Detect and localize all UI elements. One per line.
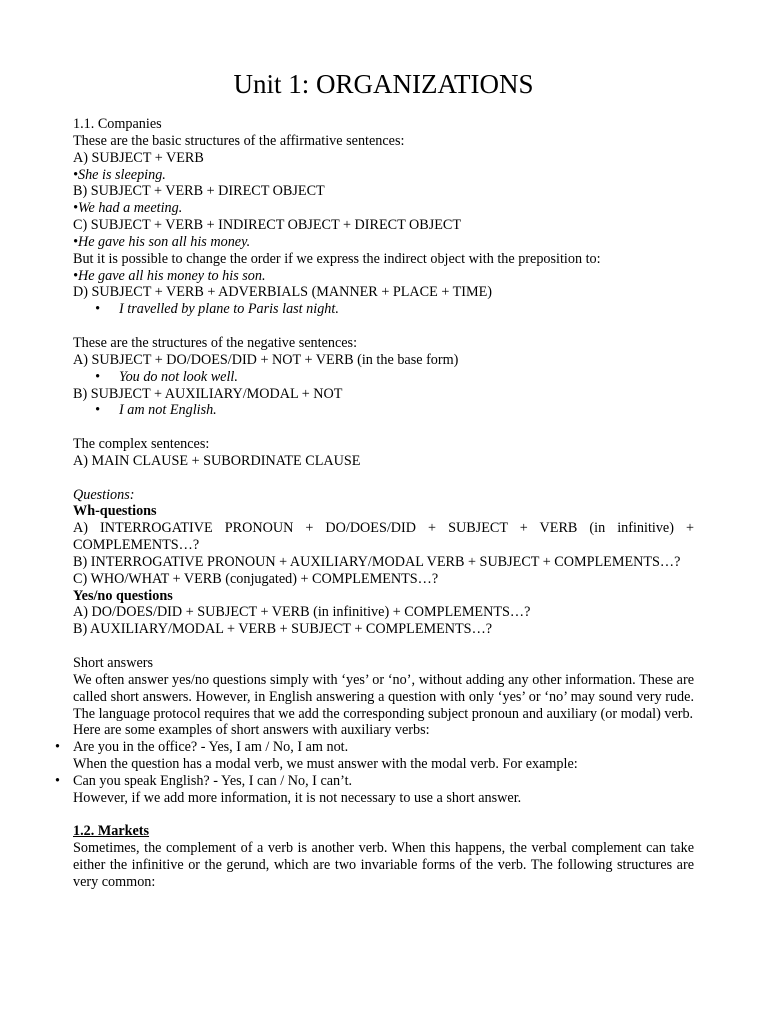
modal-verb-note: When the question has a modal verb, we must answer with the modal verb. For example:	[73, 756, 578, 773]
questions-heading: Questions:	[73, 486, 135, 503]
wh-structure-a: A) INTERROGATIVE PRONOUN + DO/DOES/DID + SUBJECT + VERB (in infinitive) + COMPLEMENTS…?	[73, 520, 694, 554]
negative-structure-a: A) SUBJECT + DO/DOES/DID + NOT + VERB (in the base form)	[73, 351, 459, 368]
affirmative-intro: These are the basic structures of the affirmative sentences:	[73, 132, 405, 149]
complex-structure-a: A) MAIN CLAUSE + SUBORDINATE CLAUSE	[73, 452, 361, 469]
yes-no-structure-a: A) DO/DOES/DID + SUBJECT + VERB (in infinitive) + COMPLEMENTS…?	[73, 604, 531, 621]
short-answer-example-2: • Can you speak English? - Yes, I can / No, I can’t.	[55, 772, 353, 789]
section-heading-markets: 1.2. Markets	[73, 823, 150, 840]
wh-structure-c: C) WHO/WHAT + VERB (conjugated) + COMPLEMENTS…?	[73, 570, 439, 587]
negative-example-a: • You do not look well.	[95, 368, 238, 385]
example-d: • I travelled by plane to Paris last night.	[95, 301, 339, 318]
bullet-icon: •	[95, 301, 100, 318]
example-b: •We had a meeting.	[73, 200, 183, 217]
structure-d: D) SUBJECT + VERB + ADVERBIALS (MANNER + PLACE + TIME)	[73, 284, 493, 301]
example-c: •He gave his son all his money.	[73, 233, 251, 250]
short-answers-paragraph: We often answer yes/no questions simply with ‘yes’ or ‘no’, without adding any other information. These are called short answers. However, in English answering a question with only ‘yes’ or ‘no’ may sound very rude. The language protocol requires that we add the corresponding subject pronoun and auxiliary (or modal) verb.	[73, 671, 694, 722]
bullet-icon: •	[73, 267, 78, 284]
bullet-icon: •	[55, 772, 60, 789]
bullet-icon: •	[73, 200, 78, 217]
structure-c: C) SUBJECT + VERB + INDIRECT OBJECT + DIRECT OBJECT	[73, 217, 462, 234]
bullet-icon: •	[73, 233, 78, 250]
bullet-icon: •	[95, 368, 100, 385]
short-answers-outro: However, if we add more information, it is not necessary to use a short answer.	[73, 789, 522, 806]
page-title: Unit 1: ORGANIZATIONS	[233, 69, 534, 99]
complex-intro: The complex sentences:	[73, 436, 210, 453]
negative-structure-b: B) SUBJECT + AUXILIARY/MODAL + NOT	[73, 385, 343, 402]
bullet-icon: •	[73, 166, 78, 183]
bullet-icon: •	[55, 739, 60, 756]
example-change: •He gave all his money to his son.	[73, 267, 266, 284]
section-heading-companies: 1.1. Companies	[73, 116, 162, 132]
markets-paragraph: Sometimes, the complement of a verb is another verb. When this happens, the verbal complement can take either the infinitive or the gerund, which are two invariable forms of the verb. The following structures are very common:	[73, 840, 694, 890]
document-body	[55, 116, 694, 891]
structure-a: A) SUBJECT + VERB	[73, 149, 204, 166]
change-order-note: But it is possible to change the order if we express the indirect object with the preposition to:	[73, 250, 601, 267]
negative-intro: These are the structures of the negative sentences:	[73, 334, 358, 351]
yes-no-questions-heading: Yes/no questions	[73, 587, 173, 604]
short-answers-heading: Short answers	[73, 655, 153, 671]
short-answer-example-1: • Are you in the office? - Yes, I am / No, I am not.	[55, 739, 349, 756]
structure-b: B) SUBJECT + VERB + DIRECT OBJECT	[73, 183, 325, 200]
short-answers-examples-intro: Here are some examples of short answers with auxiliary verbs:	[73, 722, 430, 739]
bullet-icon: •	[95, 402, 100, 419]
wh-questions-heading: Wh-questions	[73, 503, 157, 520]
yes-no-structure-b: B) AUXILIARY/MODAL + VERB + SUBJECT + COMPLEMENTS…?	[73, 621, 493, 638]
wh-structure-b: B) INTERROGATIVE PRONOUN + AUXILIARY/MODAL VERB + SUBJECT + COMPLEMENTS…?	[73, 553, 681, 570]
negative-example-b: • I am not English.	[95, 402, 217, 419]
example-a: •She is sleeping.	[73, 166, 166, 183]
